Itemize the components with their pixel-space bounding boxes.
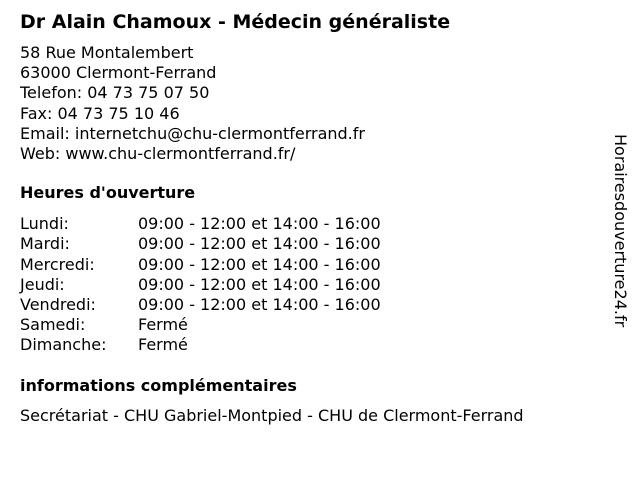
- day-label: Vendredi:: [20, 295, 96, 315]
- hours-value: 09:00 - 12:00 et 14:00 - 16:00: [138, 274, 381, 294]
- info-heading: informations complémentaires: [20, 375, 297, 395]
- hours-value: 09:00 - 12:00 et 14:00 - 16:00: [138, 295, 381, 315]
- day-label: Mercredi:: [20, 254, 95, 274]
- website-url: Web: www.chu-clermontferrand.fr/: [20, 144, 296, 164]
- hours-value: 09:00 - 12:00 et 14:00 - 16:00: [138, 214, 381, 234]
- hours-value: Fermé: [138, 315, 188, 335]
- contact-block: [20, 43, 600, 164]
- hours-row-wednesday: [20, 255, 600, 275]
- hours-row-saturday: [20, 315, 600, 335]
- info-text: Secrétariat - CHU Gabriel-Montpied - CHU de Clermont-Ferrand: [20, 405, 524, 425]
- address-street: 58 Rue Montalembert: [20, 43, 194, 62]
- address-city: 63000 Clermont-Ferrand: [20, 63, 217, 83]
- hours-value: 09:00 - 12:00 et 14:00 - 16:00: [138, 254, 381, 274]
- email-address: Email: internetchu@chu-clermontferrand.fr: [20, 123, 365, 143]
- listing-card: [20, 9, 600, 426]
- fax-number: Fax: 04 73 75 10 46: [20, 103, 180, 123]
- hours-table: [20, 214, 600, 355]
- day-label: Samedi:: [20, 315, 86, 335]
- hours-row-friday: [20, 295, 600, 315]
- hours-row-sunday: [20, 335, 600, 355]
- hours-row-monday: [20, 214, 600, 234]
- phone-number: Telefon: 04 73 75 07 50: [20, 83, 210, 103]
- page-title: Dr Alain Chamoux - Médecin généraliste: [20, 11, 451, 33]
- hours-value: 09:00 - 12:00 et 14:00 - 16:00: [138, 234, 381, 254]
- day-label: Dimanche:: [20, 335, 107, 355]
- day-label: Jeudi:: [20, 274, 65, 294]
- hours-row-thursday: [20, 275, 600, 295]
- day-label: Mardi:: [20, 234, 70, 254]
- site-watermark: Horairesdouverture24.fr: [611, 134, 630, 328]
- hours-value: Fermé: [138, 335, 188, 355]
- day-label: Lundi:: [20, 214, 69, 234]
- hours-heading: Heures d'ouverture: [20, 183, 196, 203]
- hours-row-tuesday: [20, 234, 600, 254]
